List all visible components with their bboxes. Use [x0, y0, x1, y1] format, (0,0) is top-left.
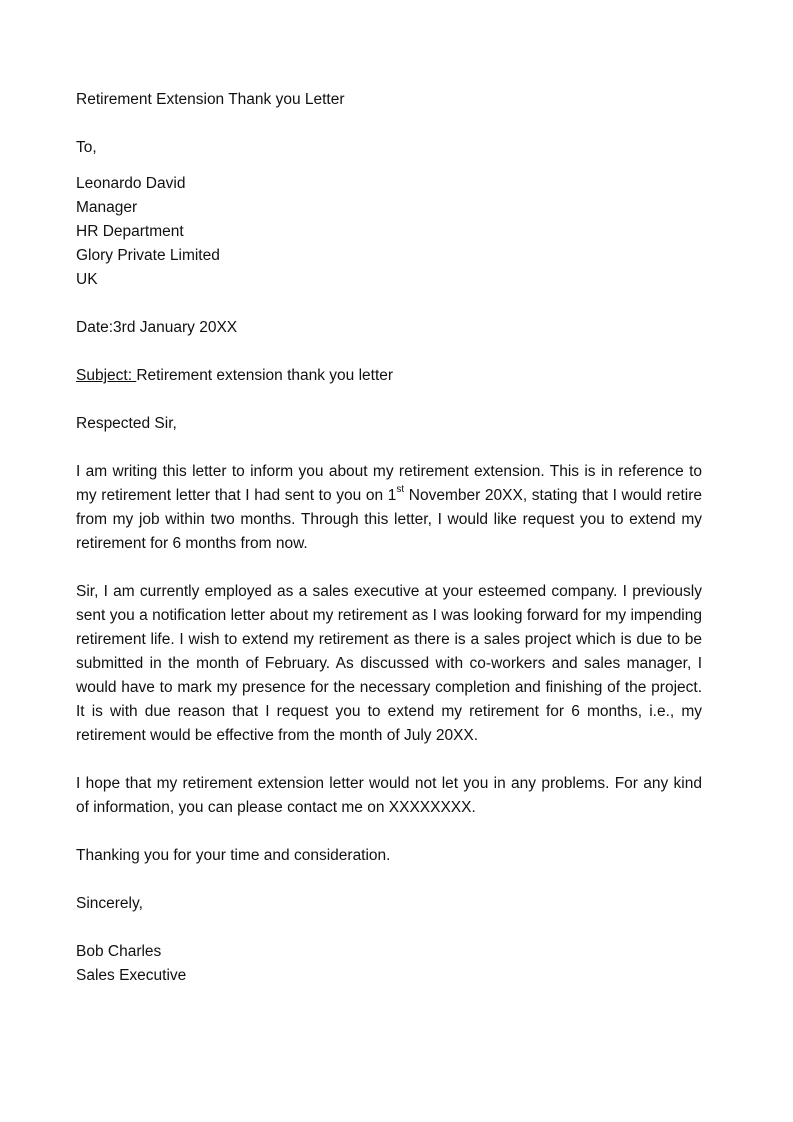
letter-page [76, 88, 702, 988]
paragraph-1-part-a: I am writing this letter to inform you about my retirement extension. This is in reference to my retirement letter that I had sent to you on 1 [76, 463, 702, 504]
recipient-position: Manager [76, 199, 138, 216]
signature-block [76, 940, 702, 988]
closing: Sincerely, [76, 895, 143, 912]
recipient-department: HR Department [76, 223, 184, 240]
to-label: To, [76, 139, 97, 156]
recipient-company: Glory Private Limited [76, 247, 220, 264]
salutation: Respected Sir, [76, 415, 177, 432]
recipient-block [76, 172, 702, 292]
sender-name: Bob Charles [76, 943, 162, 960]
recipient-country: UK [76, 271, 98, 288]
thanks-line: Thanking you for your time and consideration. [76, 847, 391, 864]
sender-position: Sales Executive [76, 967, 187, 984]
letter-date: Date:3rd January 20XX [76, 319, 238, 336]
recipient-name: Leonardo David [76, 175, 186, 192]
letter-title: Retirement Extension Thank you Letter [76, 91, 345, 108]
body-paragraph-3: I hope that my retirement extension letter would not let you in any problems. For any kind of information, you can please contact me on XXXXXXXX. [76, 775, 702, 816]
body-paragraph-2: Sir, I am currently employed as a sales executive at your esteemed company. I previously sent you a notification letter about my retirement as I was looking forward for my impending retirement life. I wish to extend my retirement as there is a sales project which is due to be submitted in the month of February. As discussed with co-workers and sales manager, I would have to mark my presence for the necessary completion and finishing of the project. It is with due reason that I request you to extend my retirement for 6 months, i.e., my retirement would be effective from the month of July 20XX. [76, 583, 702, 744]
subject-label: Subject: [76, 367, 137, 384]
body-paragraph-1 [76, 460, 702, 556]
ordinal-suffix: st [396, 483, 405, 495]
subject-line [76, 364, 702, 388]
subject-text: Retirement extension thank you letter [136, 367, 394, 384]
paragraph-1-part-b: November 20XX, stating that I would retire from my job within two months. Through this letter, I would like request you to extend my retirement for 6 months from now. [76, 487, 702, 552]
